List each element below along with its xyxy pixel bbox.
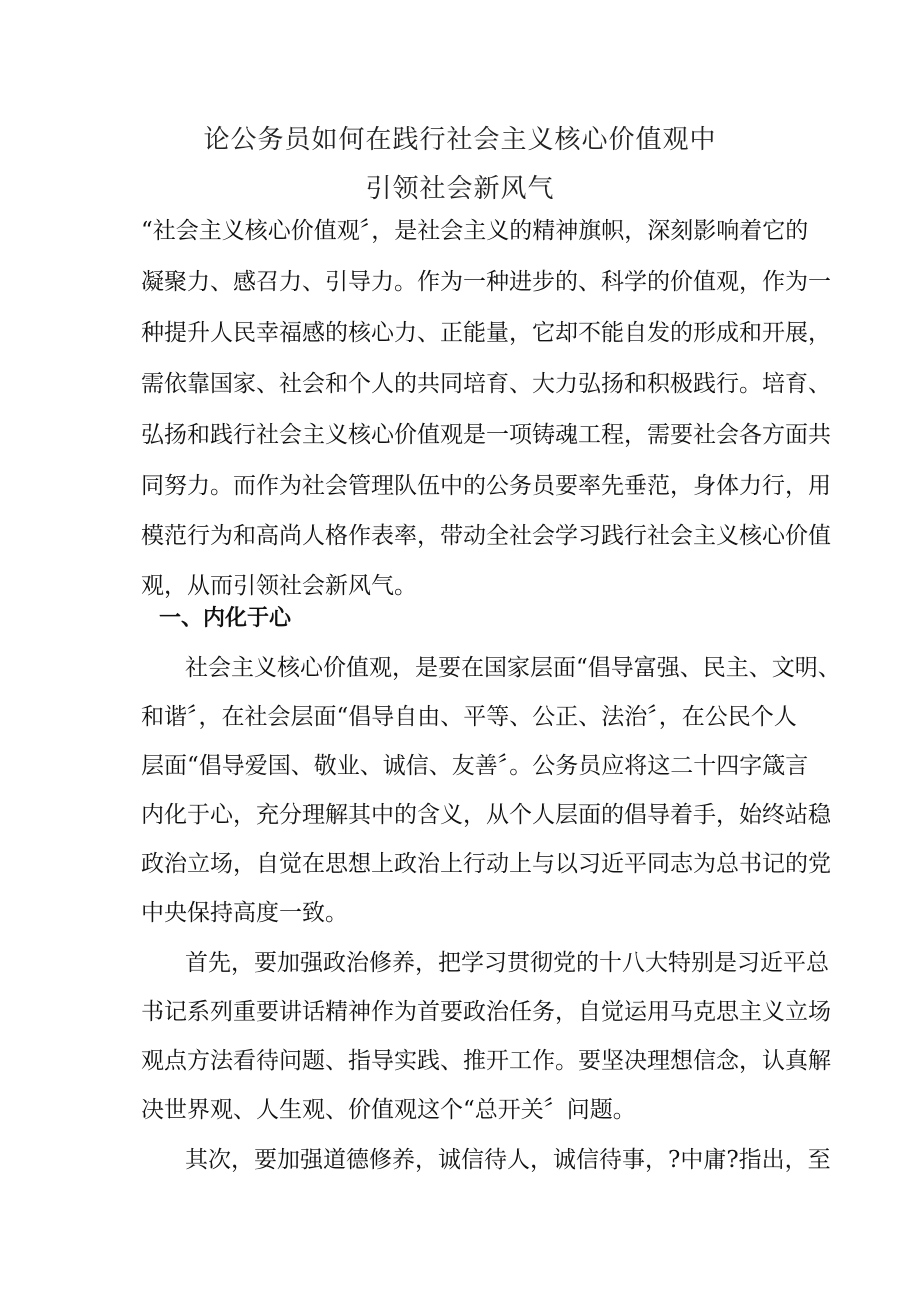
paragraph3-line: 首先，要加强政治修养，把学习贯彻党的十八大特别是习近平总 xyxy=(185,950,829,976)
paragraph1-line: 凝聚力、感召力、引导力。作为一种进步的、科学的价值观，作为一 xyxy=(141,269,831,295)
paragraph2-line: 政治立场，自觉在思想上政治上行动上与以习近平同志为总书记的党 xyxy=(141,851,831,877)
section-heading: 一、内化于心 xyxy=(159,606,292,631)
paragraph3-line: 书记系列重要讲话精神作为首要政治任务，自觉运用马克思主义立场 xyxy=(141,999,831,1025)
paragraph1-line: 弘扬和践行社会主义核心价值观是一项铸魂工程，需要社会各方面共 xyxy=(141,422,831,448)
paragraph2-line: 层面“倡导爱国、敬业、诚信、友善〞。公务员应将这二十四字箴言 xyxy=(141,753,809,779)
document-title-line2: 引领社会新风气 xyxy=(365,174,555,204)
paragraph1-line: 同努力。而作为社会管理队伍中的公务员要率先垂范，身体力行，用 xyxy=(141,473,831,499)
paragraph2-line: 和谐〞，在社会层面“倡导自由、平等、公正、法治〞，在公民个人 xyxy=(141,704,797,730)
paragraph2-line: 社会主义核心价值观，是要在国家层面“倡导富强、民主、文明、 xyxy=(185,655,841,681)
paragraph1-line: 需依靠国家、社会和个人的共同培育、大力弘扬和积极践行。培育、 xyxy=(141,371,831,397)
paragraph1-line: “社会主义核心价值观〞，是社会主义的精神旗帜，深刻影响着它的 xyxy=(141,218,809,244)
paragraph4-line: 其次，要加强道德修养，诚信待人，诚信待事，?中庸?指出，至 xyxy=(185,1147,831,1173)
paragraph1-line: 观，从而引领社会新风气。 xyxy=(141,573,417,599)
paragraph2-line: 中央保持高度一致。 xyxy=(141,900,348,926)
paragraph2-line: 内化于心，充分理解其中的含义，从个人层面的倡导着手，始终站稳 xyxy=(141,802,831,828)
paragraph1-line: 模范行为和高尚人格作表率，带动全社会学习践行社会主义核心价值 xyxy=(141,523,831,549)
document-title-line1: 论公务员如何在践行社会主义核心价值观中 xyxy=(203,125,717,155)
paragraph3-line: 观点方法看待问题、指导实践、推开工作。要坚决理想信念，认真解 xyxy=(141,1048,831,1074)
paragraph3-line: 决世界观、人生观、价值观这个“总开关〞问题。 xyxy=(141,1097,636,1123)
paragraph1-line: 种提升人民幸福感的核心力、正能量，它却不能自发的形成和开展， xyxy=(141,320,831,346)
